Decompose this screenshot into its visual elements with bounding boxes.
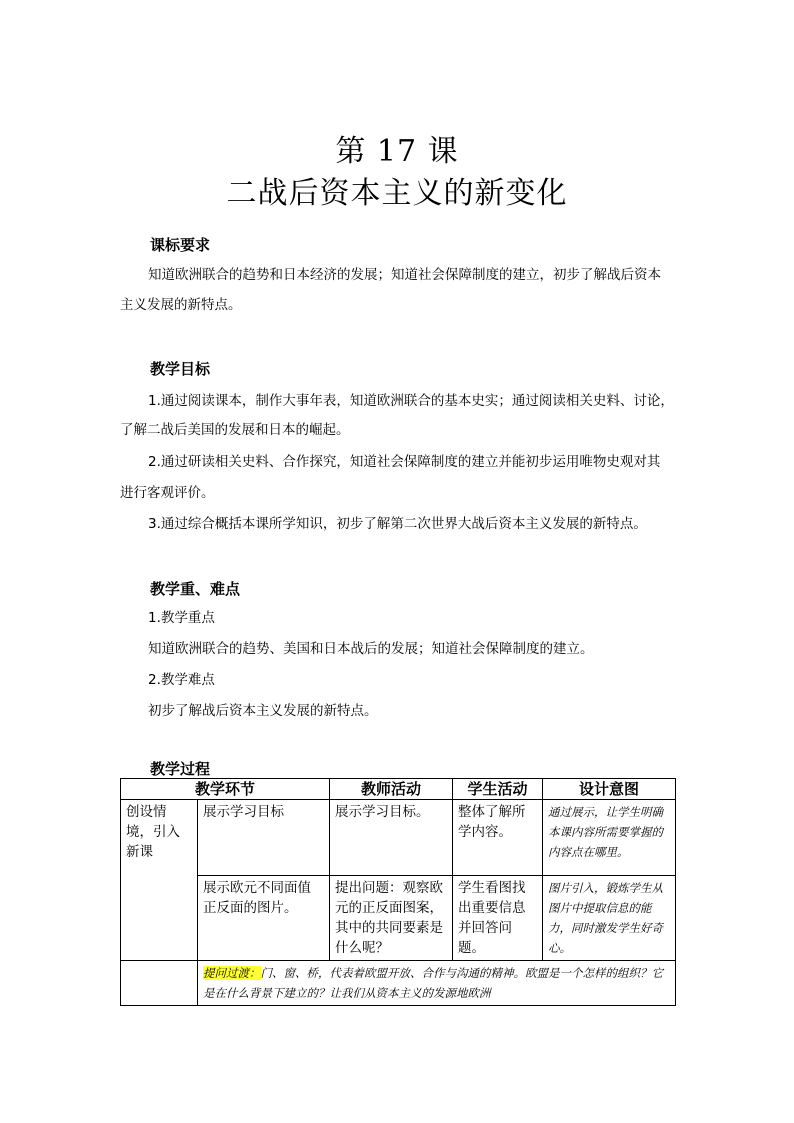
objective-2-line-1: 2.通过研读相关史料、合作探究，知道社会保障制度的建立并能初步运用唯物史观对其	[148, 454, 661, 470]
key-point-text: 知道欧洲联合的趋势、美国和日本战后的发展；知道社会保障制度的建立。	[148, 641, 594, 657]
transition-label: 提问过渡：	[203, 966, 261, 980]
student-cell: 学生看图找出重要信息并回答问题。	[453, 876, 543, 961]
objective-3: 3.通过综合概括本课所学知识，初步了解第二次世界大战后资本主义发展的新特点。	[148, 516, 647, 532]
teacher-cell: 展示学习目标。	[330, 800, 453, 876]
lesson-title: 二战后资本主义的新变化	[226, 176, 568, 211]
teacher-cell: 提出问题：观察欧元的正反面图案，其中的共同要素是什么呢？	[330, 876, 453, 961]
table-row	[121, 800, 676, 876]
curriculum-heading: 课标要求	[150, 236, 211, 254]
curriculum-line-2: 主义发展的新特点。	[120, 297, 242, 313]
column-header-stage: 教学环节	[121, 779, 330, 800]
student-cell: 整体了解所学内容。	[453, 800, 543, 876]
table-row	[121, 876, 676, 961]
stage-cell: 创设情境，引入新课	[121, 800, 198, 961]
column-header-intent: 设计意图	[543, 779, 676, 800]
objective-1-line-1: 1.通过阅读课本，制作大事年表，知道欧洲联合的基本史实；通过阅读相关史料、讨论，	[148, 393, 674, 409]
table-row	[121, 961, 676, 1006]
intent-cell: 通过展示，让学生明确本课内容所需要掌握的内容点在哪里。	[543, 800, 676, 876]
column-header-student: 学生活动	[453, 779, 543, 800]
transition-cell	[198, 961, 676, 1006]
table-header-row	[121, 779, 676, 800]
step-cell: 展示学习目标	[198, 800, 330, 876]
process-heading: 教学过程	[150, 760, 211, 778]
teaching-process-table	[120, 778, 676, 1006]
objectives-heading: 教学目标	[150, 360, 211, 378]
intent-cell: 图片引入，锻炼学生从图片中提取信息的能力，同时激发学生好奇心。	[543, 876, 676, 961]
difficulty-label: 2.教学难点	[148, 672, 215, 688]
column-header-teacher: 教师活动	[330, 779, 453, 800]
transition-text: 门、窗、桥，代表着欧盟开放、合作与沟通的精神。欧盟是一个怎样的组织？它是在什么背景下建立的？让我们从资本主义的发源地欧洲	[203, 966, 663, 1000]
curriculum-line-1: 知道欧洲联合的趋势和日本经济的发展；知道社会保障制度的建立，初步了解战后资本	[148, 267, 661, 283]
difficulty-text: 初步了解战后资本主义发展的新特点。	[148, 703, 378, 719]
objective-1-line-2: 了解二战后美国的发展和日本的崛起。	[120, 422, 350, 438]
key-point-label: 1.教学重点	[148, 610, 215, 626]
lesson-number: 第 17 课	[335, 134, 459, 169]
empty-stage-cell	[121, 961, 198, 1006]
objective-2-line-2: 进行客观评价。	[120, 485, 215, 501]
key-points-heading: 教学重、难点	[150, 580, 241, 598]
step-cell: 展示欧元不同面值正反面的图片。	[198, 876, 330, 961]
